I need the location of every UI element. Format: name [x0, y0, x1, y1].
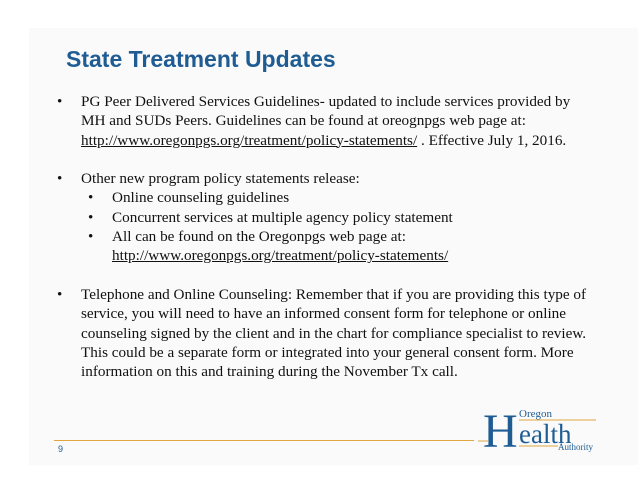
footer-divider [54, 440, 474, 441]
oregon-health-authority-logo [478, 400, 602, 456]
sub-bullet-dot: • [88, 228, 94, 246]
spacer [57, 266, 597, 285]
sub-bullet-dot: • [88, 208, 94, 226]
bullet-text: Telephone and Online Counseling: Remember that if you are providing this type of service, you will need to have an informed consent form for telephone or online counseling signed by the client and in the chart for compliance specialist to review. This could be a separate form or integrated into your general consent form. More information on this and training during the November Tx call. [81, 285, 587, 381]
logo-word-oregon: Oregon [519, 408, 552, 420]
logo-letter-h: H [483, 405, 518, 456]
bullet-peer-guidelines [57, 92, 597, 150]
slide-body [57, 92, 597, 381]
sub-bullet-text: Concurrent services at multiple agency policy statement [112, 208, 453, 226]
bullet-dot: • [57, 285, 63, 303]
sub-bullet-dot: • [88, 189, 94, 207]
bullet-dot: • [57, 93, 63, 110]
sub-bullet-text: All can be found on the Oregonpgs web page at: [112, 228, 406, 246]
bullet-telephone-counseling [57, 285, 597, 381]
bullet-text: Other new program policy statements release: [81, 170, 360, 188]
sub-bullet-online-guidelines [57, 188, 597, 207]
bullet-dot: • [57, 170, 63, 188]
logo-word-health: ealth [519, 419, 572, 449]
sub-bullet-concurrent-services [57, 208, 597, 227]
logo-word-authority: Authority [558, 442, 593, 452]
page-number: 9 [58, 444, 64, 454]
sub-bullet-text: Online counseling guidelines [112, 189, 290, 207]
slide-title: State Treatment Updates [66, 46, 336, 72]
bullet-text: PG Peer Delivered Services Guidelines- updated to include services provided by MH and SUDs Peers. Guidelines can be found at oreognpgs web page at: [81, 93, 571, 130]
policy-statements-link[interactable]: http://www.oregonpgs.org/treatment/policy-statements/ [81, 131, 418, 149]
bullet-text-end: . Effective July 1, 2016. [417, 131, 567, 149]
spacer [57, 150, 597, 169]
bullet-new-policies [57, 169, 597, 188]
policy-statements-link-2[interactable]: http://www.oregonpgs.org/treatment/policy-statements/ [112, 247, 449, 265]
sub-bullet-web-page [57, 227, 597, 266]
